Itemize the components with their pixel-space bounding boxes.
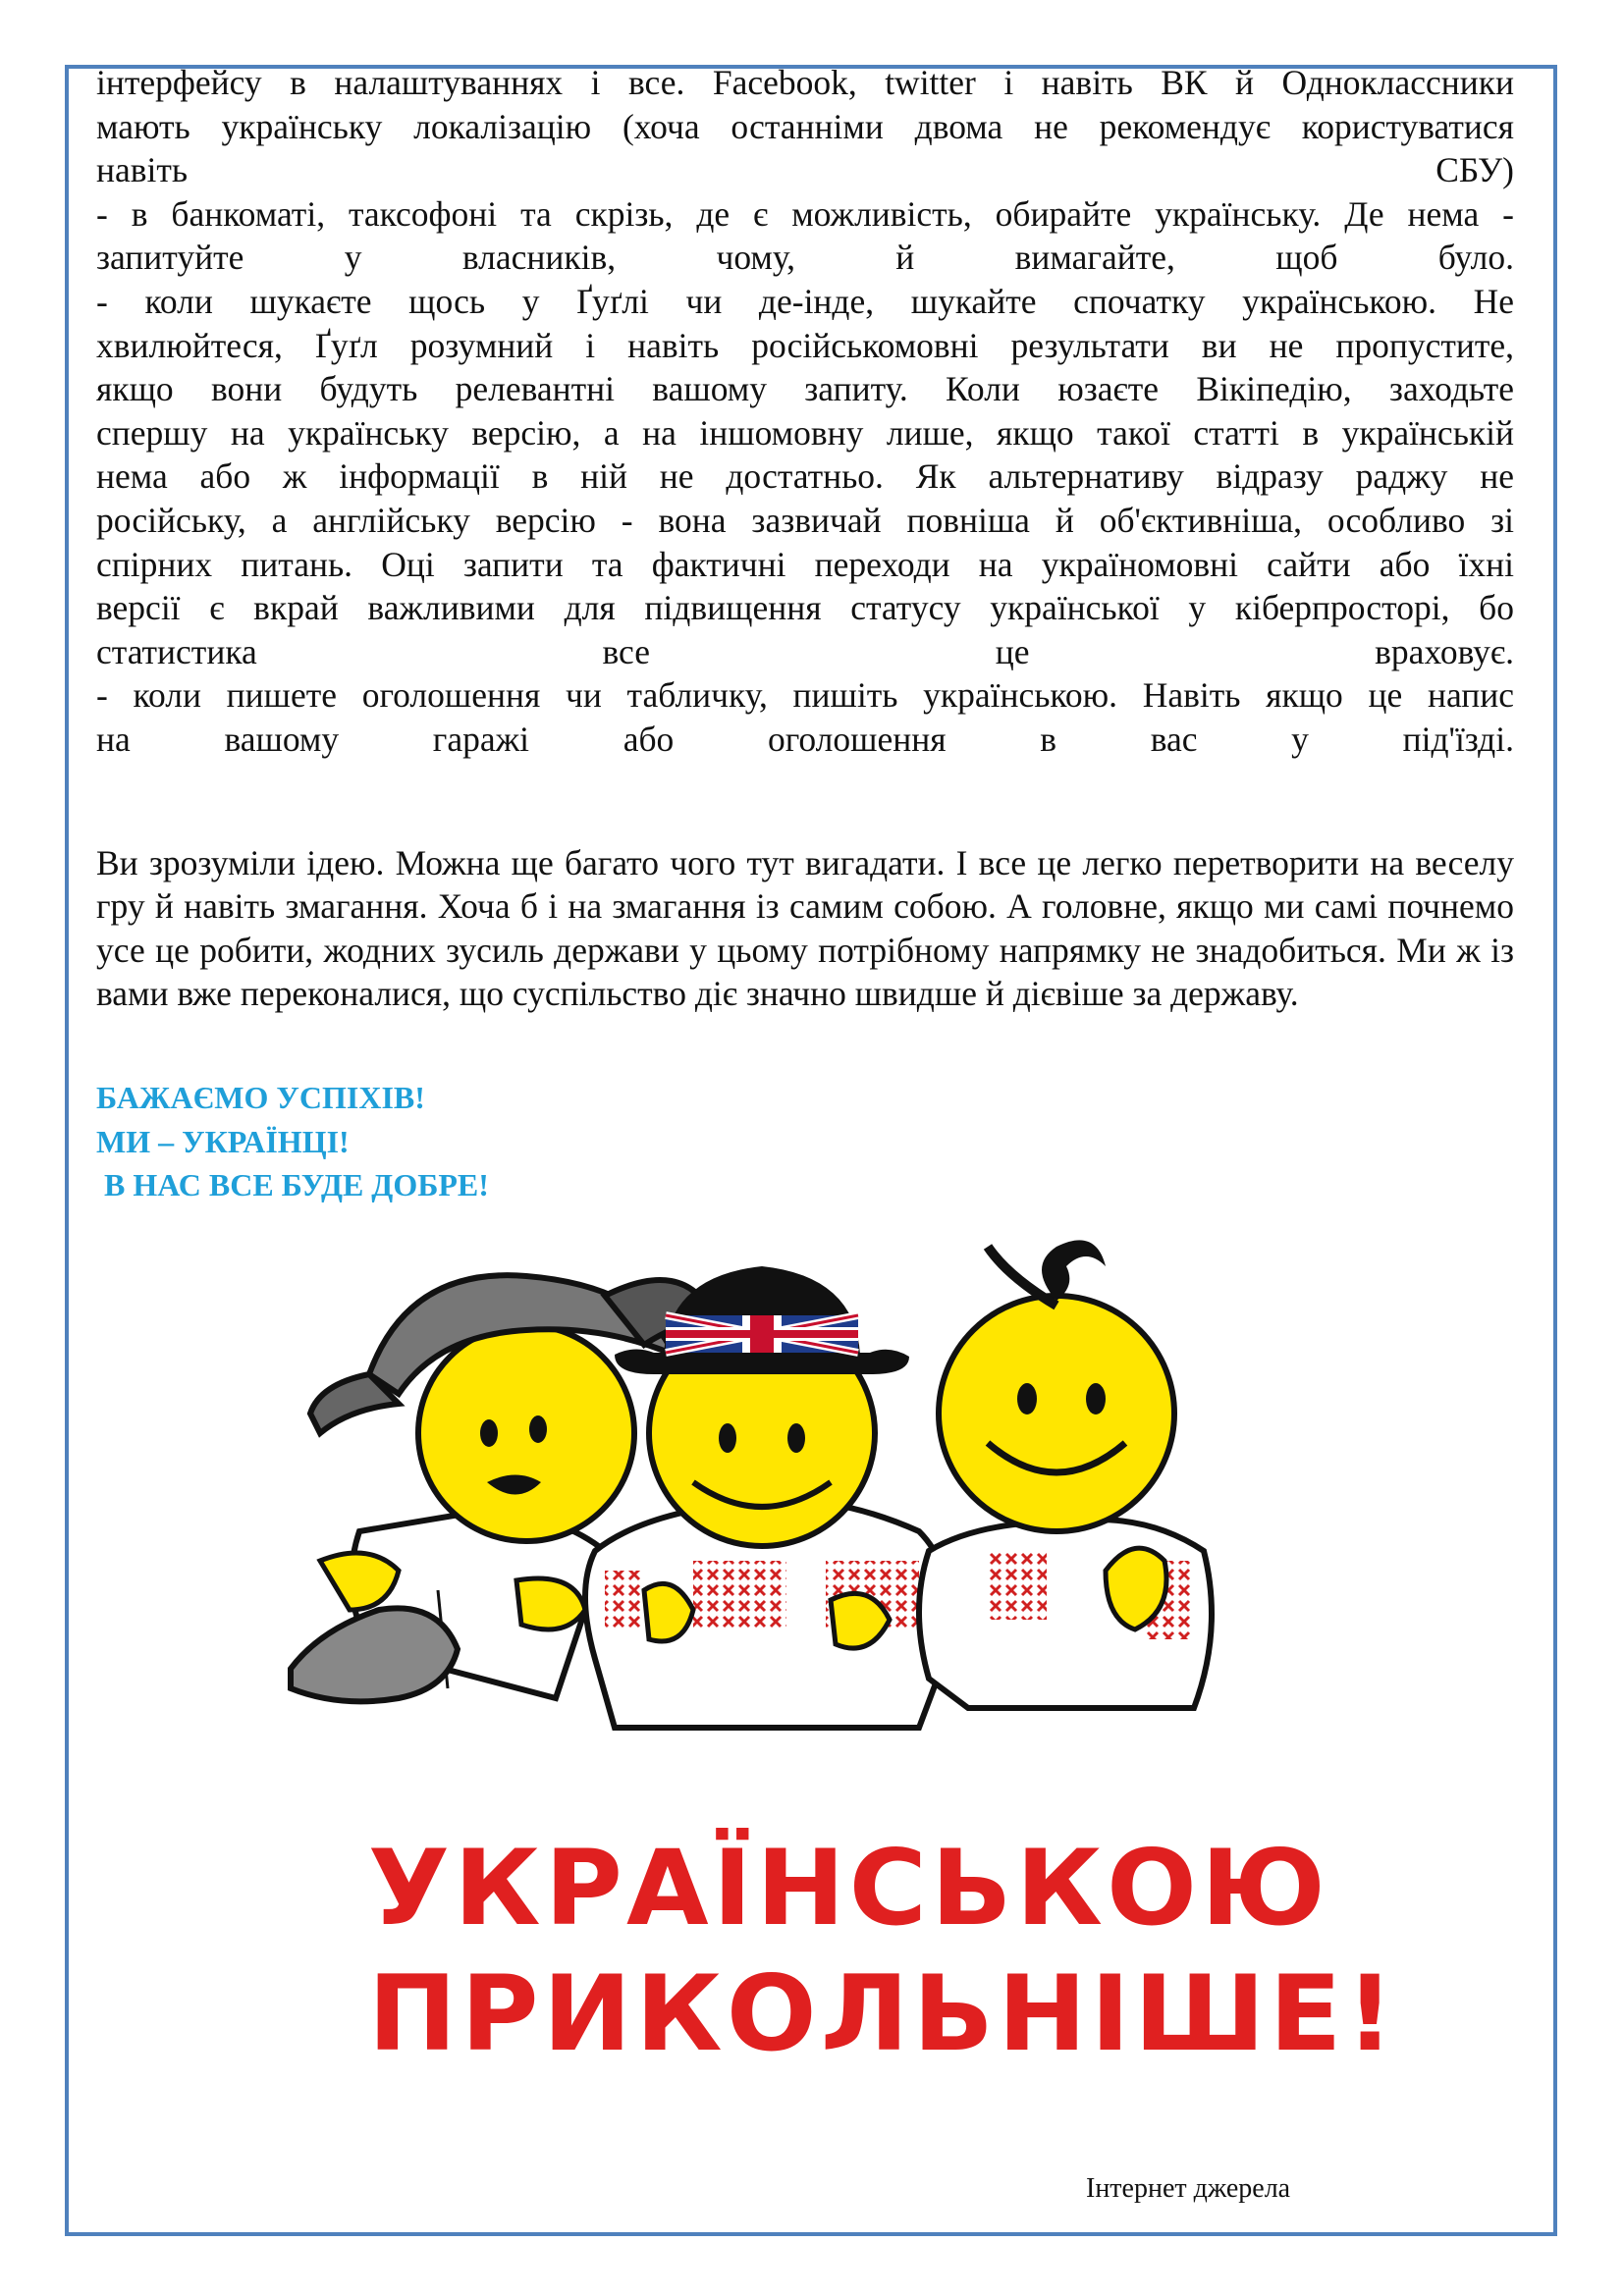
banner-line: ПРИКОЛЬНІШЕ! xyxy=(367,1953,1398,2074)
text-line: спершу на українську версію, а на іншомовну лише, якщо такої статті в українській xyxy=(96,412,1514,453)
text-line: - коли шукаєте щось у Ґуґлі чи де-інде, шукайте спочатку українською. Не xyxy=(96,281,1514,321)
text-line: навіть СБУ) xyxy=(96,150,1514,190)
text-line: запитуйте у власників, чому, й вимагайте, щоб було. xyxy=(96,238,1514,278)
slogan-line: МИ – УКРАЇНЦІ! xyxy=(96,1123,350,1159)
text-line: версії є вкрай важливими для підвищення статусу української у кіберпросторі, бо xyxy=(96,588,1514,628)
slogan-line: В НАС ВСЕ БУДЕ ДОБРЕ! xyxy=(96,1167,489,1202)
text-line: - в банкоматі, таксофоні та скрізь, де є можливість, обирайте українську. Де нема - xyxy=(96,193,1514,234)
text-line: - коли пишете оголошення чи табличку, пишіть українською. Навіть якщо це напис xyxy=(96,675,1514,716)
slogan-line: БАЖАЄМО УСПІХІВ! xyxy=(96,1080,425,1115)
text-line: якщо вони будуть релевантні вашому запиту. Коли юзаєте Вікіпедію, заходьте xyxy=(96,369,1514,409)
slogans xyxy=(96,1076,489,1207)
text-line: російську, а англійську версію - вона зазвичай повніша й об'єктивніша, особливо зі xyxy=(96,500,1514,540)
smiley-chupryna xyxy=(919,1240,1212,1708)
text-line: нема або ж інформації в ній не достатньо. Як альтернативу відразу раджу не xyxy=(96,456,1514,497)
text-line: спірних питань. Оці запити та фактичні переходи на україномовні сайти або їхні xyxy=(96,544,1514,584)
body-text xyxy=(96,61,1514,762)
text-line: мають українську локалізацію (хоча останніми двома не рекомендує користуватися xyxy=(96,106,1514,146)
text-line: статистика все це враховує. xyxy=(96,631,1514,671)
text-line: на вашому гаражі або оголошення в вас у під'їзді. xyxy=(96,719,1514,759)
banner-line: УКРАЇНСЬКОЮ xyxy=(367,1828,1330,1949)
closing-paragraph: Ви зрозуміли ідею. Можна ще багато чого тут вигадати. І все це легко перетворити на веселу гру й навіть змагання. Хоча б і на змагання із самим собою. А головне, якщо ми самі почнемо усе це робити, жодних зусиль держави у цьому потрібному напрямку не знадобиться. Ми ж із вами вже переконалися, що суспільство діє значно швидше й дієвіше за державу. xyxy=(96,842,1514,1014)
smileys-illustration xyxy=(281,1237,1420,1787)
source-credit: Інтернет джерела xyxy=(1086,2173,1291,2204)
banner xyxy=(367,1826,1398,2077)
text-line: хвилюйтеся, Ґуґл розумний і навіть російськомовні результати ви не пропустите, xyxy=(96,325,1514,365)
text-line: інтерфейсу в налаштуваннях і все. Facebook, twitter і навіть ВК й Одноклассники xyxy=(96,63,1514,102)
